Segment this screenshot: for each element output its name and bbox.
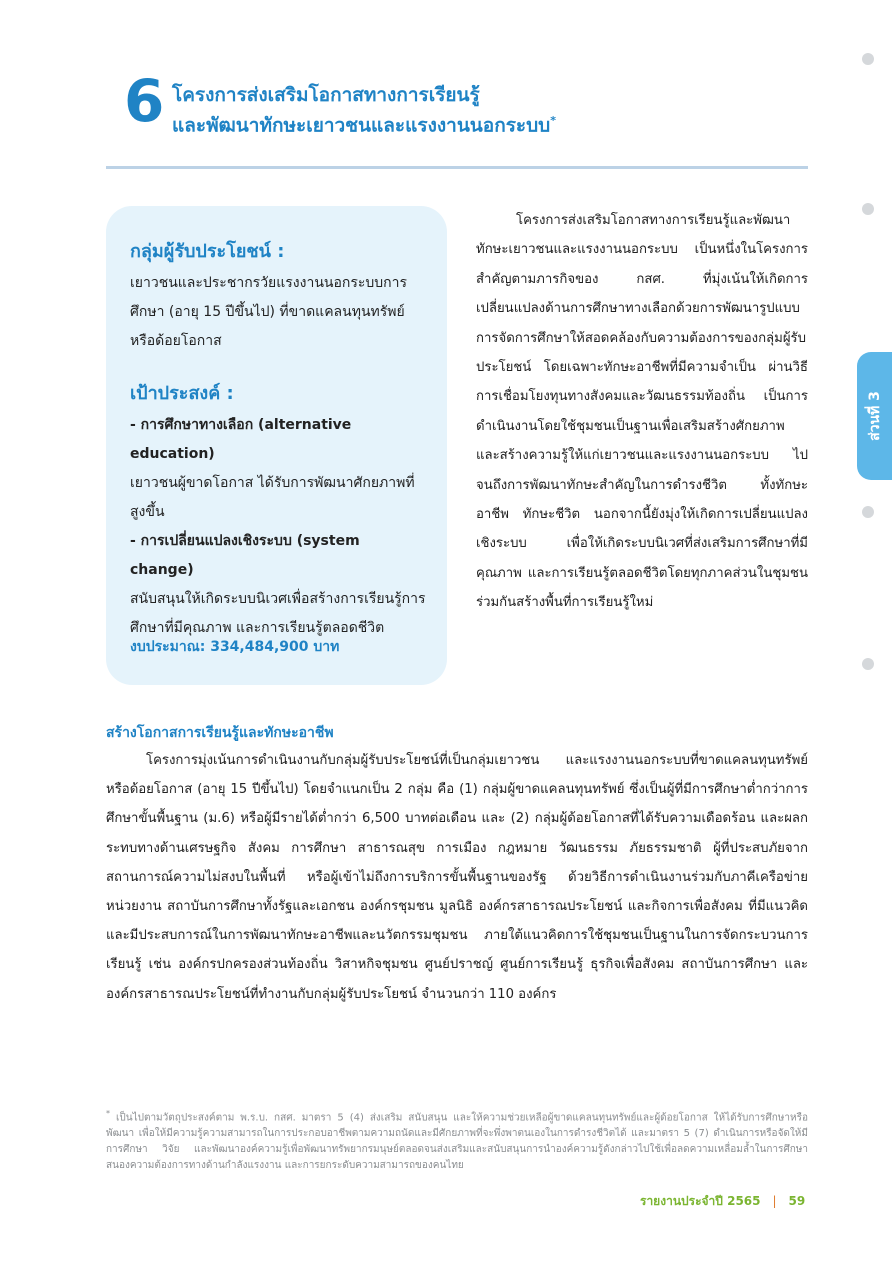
budget-text: งบประมาณ: 334,484,900 บาท — [130, 639, 340, 655]
section-heading: สร้างโอกาสการเรียนรู้และทักษะอาชีพ — [106, 725, 334, 741]
objective2-title: - การเปลี่ยนแปลงเชิงระบบ (system change) — [130, 533, 360, 578]
beneficiary-text: เยาวชนและประชากรวัยแรงงานนอกระบบการศึกษา (อายุ 15 ปีขึ้นไป) ที่ขาดแคลนทุนทรัพย์หรือด้อยโอกาส — [130, 275, 408, 349]
section-body — [106, 746, 808, 1009]
intro-column — [476, 206, 808, 618]
footnote-mark: * — [106, 1109, 110, 1118]
intro-paragraph: โครงการส่งเสริมโอกาสทางการเรียนรู้และพัฒนาทักษะเยาวชนและแรงงานนอกระบบ เป็นหนึ่งในโครงการสำคัญตามภารกิจของ กสศ. ที่มุ่งเน้นให้เกิดการเปลี่ยนแปลงด้านการศึกษาทางเลือกด้วยการพัฒนารูปแบบการจัดการศึกษาให้สอดคล้องกับความต้องการของกลุ่มผู้รับประโยชน์ โดยเฉพาะทักษะอาชีพที่มีความจำเป็น ผ่านวิธีการเชื่อมโยงทุนทางสังคมและวัฒนธรรมท้องถิ่น เป็นการดำเนินงานโดยใช้ชุมชนเป็นฐานเพื่อเสริมสร้างศักยภาพและสร้างความรู้ให้แก่เยาวชนและแรงงานนอกระบบ ไปจนถึงการพัฒนาทักษะสำคัญในการดำรงชีวิต ทั้งทักษะอาชีพ ทักษะชีวิต นอกจากนี้ยังมุ่งให้เกิดการเปลี่ยนแปลงเชิงระบบ เพื่อให้เกิดระบบนิเวศที่ส่งเสริมการศึกษาที่มีคุณภาพ และการเรียนรู้ตลอดชีวิตโดยทุกภาคส่วนในชุมชนร่วมกันสร้างพื้นที่การเรียนรู้ใหม่ — [476, 213, 808, 611]
page-footer — [640, 1192, 805, 1211]
chapter-title — [172, 82, 556, 138]
objective1-text: เยาวชนผู้ขาดโอกาส ได้รับการพัฒนาศักยภาพที่สูงขึ้น — [130, 475, 415, 520]
page-number: 59 — [788, 1194, 806, 1208]
section-tab-label: ส่วนที่ 3 — [866, 391, 883, 441]
footnote-text: เป็นไปตามวัตถุประสงค์ตาม พ.ร.บ. กสศ. มาตรา 5 (4) ส่งเสริม สนับสนุน และให้ความช่วยเหลือผู้ขาดแคลนทุนทรัพย์และผู้ด้อยโอกาส ให้ได้รับการศึกษาหรือพัฒนา เพื่อให้มีความรู้ความสามารถในการประกอบอาชีพตามความถนัดและมีศักยภาพที่จะพึ่งพาตนเองในการดำรงชีวิตได้ และมาตรา 5 (7) ดำเนินการหรือจัดให้มีการศึกษา วิจัย และพัฒนาองค์ความรู้เพื่อพัฒนาทรัพยากรมนุษย์ตลอดจนส่งเสริมและสนับสนุนการนำองค์ความรู้ดังกล่าวไปใช้เพื่อลดความเหลื่อมล้ำในการศึกษาสนองความต้องการทางด้านกำลังแรงงาน และการยกระดับความสามารถของคนไทย — [106, 1112, 808, 1172]
section-paragraph: โครงการมุ่งเน้นการดำเนินงานกับกลุ่มผู้รับประโยชน์ที่เป็นกลุ่มเยาวชน และแรงงานนอกระบบที่ขาดแคลนทุนทรัพย์หรือด้อยโอกาส (อายุ 15 ปีขึ้นไป) โดยจำแนกเป็น 2 กลุ่ม คือ (1) กลุ่มผู้ขาดแคลนทุนทรัพย์ ซึ่งเป็นผู้ที่มีการศึกษาต่ำกว่าการศึกษาขั้นพื้นฐาน (ม.6) หรือผู้มีรายได้ต่ำกว่า 6,500 บาทต่อเดือน และ (2) กลุ่มผู้ด้อยโอกาสที่ได้รับความเดือดร้อน และผลกระทบทางด้านเศรษฐกิจ สังคม การศึกษา สาธารณสุข การเมือง กฎหมาย วัฒนธรรม ภัยธรรมชาติ ผู้ที่ประสบภัยจากสถานการณ์ความไม่สงบในพื้นที่ หรือผู้เข้าไม่ถึงการบริการขั้นพื้นฐานของรัฐ ด้วยวิธีการดำเนินงานร่วมกับภาคีเครือข่าย หน่วยงาน สถาบันการศึกษาทั้งรัฐและเอกชน องค์กรชุมชน มูลนิธิ องค์กรสาธารณประโยชน์ และกิจการเพื่อสังคม ที่มีแนวคิดและมีประสบการณ์ในการพัฒนาทักษะอาชีพและนวัตกรรมชุมชน ภายใต้แนวคิดการใช้ชุมชนเป็นฐานในการจัดกระบวนการเรียนรู้ เช่น องค์กรปกครองส่วนท้องถิ่น วิสาหกิจชุมชน ศูนย์ปราชญ์ ศูนย์การเรียนรู้ ธุรกิจเพื่อสังคม สถาบันการศึกษา และองค์กรสาธารณประโยชน์ที่ทำงานกับกลุ่มผู้รับประโยชน์ จำนวนกว่า 110 องค์กร — [106, 753, 808, 1002]
footer-separator: | — [772, 1194, 777, 1208]
section-tab[interactable] — [857, 352, 892, 480]
page-dot — [862, 203, 874, 215]
title-divider — [106, 166, 808, 169]
footnote — [106, 1106, 808, 1174]
objective2-text: สนับสนุนให้เกิดระบบนิเวศเพื่อสร้างการเรียนรู้การศึกษาที่มีคุณภาพ และการเรียนรู้ตลอดชีวิต — [130, 591, 426, 636]
report-title: รายงานประจำปี 2565 — [640, 1194, 761, 1208]
objective-heading: เป้าประสงค์ : — [130, 383, 234, 404]
page-dot — [862, 506, 874, 518]
beneficiary-heading: กลุ่มผู้รับประโยชน์ : — [130, 241, 285, 262]
objective1-title: - การศึกษาทางเลือก (alternative education) — [130, 417, 352, 462]
footnote-mark: * — [550, 114, 557, 127]
chapter-title-line1: โครงการส่งเสริมโอกาสทางการเรียนรู้ — [172, 84, 480, 106]
page-dot — [862, 658, 874, 670]
chapter-number: 6 — [124, 67, 165, 135]
summary-box — [106, 206, 447, 685]
page-dot — [862, 53, 874, 65]
chapter-title-line2: และพัฒนาทักษะเยาวชนและแรงงานนอกระบบ* — [172, 114, 557, 137]
